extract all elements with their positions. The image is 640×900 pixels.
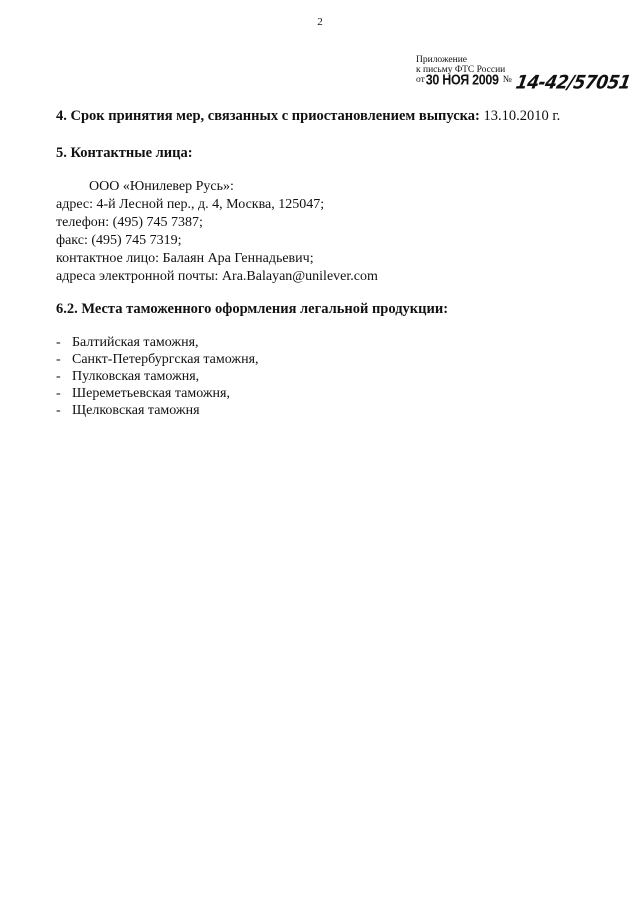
annex-handwritten-number: 14-42/57051 [513, 72, 632, 94]
contact-block [56, 178, 378, 286]
annex-date-number-row [416, 71, 632, 94]
contact-company: ООО «Юнилевер Русь»: [89, 179, 234, 194]
list-bullet: - [56, 403, 61, 418]
annex-number-label: № [502, 75, 512, 85]
list-item [56, 351, 259, 368]
annex-from-label: от [416, 75, 425, 85]
annex-title: Приложение [416, 55, 467, 65]
list-bullet: - [56, 335, 61, 350]
annex-header [416, 55, 632, 94]
section-6-2-heading: 6.2. Места таможенного оформления легальной продукции: [56, 301, 449, 317]
customs-office-name: Пулковская таможня, [72, 369, 200, 384]
list-bullet: - [56, 369, 61, 384]
list-bullet: - [56, 386, 61, 401]
contact-person: контактное лицо: Балаян Ара Геннадьевич; [56, 251, 314, 266]
contact-address: адрес: 4-й Лесной пер., д. 4, Москва, 125047; [56, 197, 325, 212]
section-5-heading: 5. Контактные лица: [56, 145, 193, 161]
contact-fax: факс: (495) 745 7319; [56, 233, 182, 248]
list-item [56, 385, 259, 402]
list-item [56, 368, 259, 385]
contact-email: адреса электронной почты: Ara.Balayan@unilever.com [56, 269, 378, 284]
section-4-title: 4. Срок принятия мер, связанных с приостановлением выпуска: [56, 108, 480, 124]
section-4-heading [56, 108, 560, 125]
list-item [56, 402, 259, 419]
customs-office-name: Щелковская таможня [72, 403, 200, 418]
customs-office-name: Санкт-Петербургская таможня, [72, 352, 259, 367]
customs-office-name: Балтийская таможня, [72, 335, 199, 350]
contact-phone: телефон: (495) 745 7387; [56, 215, 203, 230]
customs-offices-list [56, 334, 259, 419]
annex-letter-ref: к письму ФТС России [416, 65, 506, 75]
page-number: 2 [317, 16, 323, 28]
list-item [56, 334, 259, 351]
customs-office-name: Шереметьевская таможня, [72, 386, 230, 401]
annex-date-stamp: 30 НОЯ 2009 [425, 71, 499, 89]
list-bullet: - [56, 352, 61, 367]
section-4-date: 13.10.2010 г. [483, 108, 561, 124]
